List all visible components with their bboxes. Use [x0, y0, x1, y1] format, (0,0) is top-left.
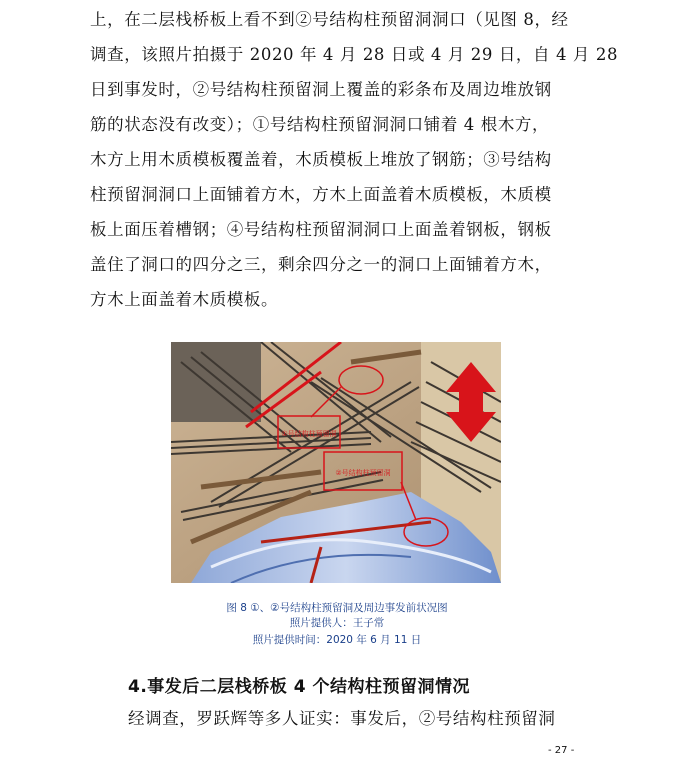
- body-line: 调查，该照片拍摄于 2020 年 4 月 28 日或 4 月 29 日，自 4 月 28: [90, 45, 619, 64]
- body-paragraph: [90, 2, 619, 317]
- body-line: 柱预留洞洞口上面铺着方木，方木上面盖着木质模板，木质模: [90, 185, 552, 204]
- section-heading: 4.事发后二层栈桥板 4 个结构柱预留洞情况: [128, 677, 470, 697]
- body-line: 上，在二层栈桥板上看不到②号结构柱预留洞洞口（见图 8，经: [90, 10, 569, 29]
- section-body-line: 经调查，罗跃辉等多人证实：事发后，②号结构柱预留洞: [128, 709, 556, 728]
- body-line: 方木上面盖着木质模板。: [90, 290, 279, 309]
- figure-caption-time: 照片提供时间：2020 年 6 月 11 日: [252, 634, 422, 646]
- body-line: 筋的状态没有改变）；①号结构柱预留洞洞口铺着 4 根木方，: [90, 115, 550, 134]
- body-line: 板上面压着槽钢；④号结构柱预留洞洞口上面盖着钢板，钢板: [90, 220, 552, 239]
- figure-caption-title: 图 8 ①、②号结构柱预留洞及周边事发前状况图: [226, 602, 448, 614]
- body-line: 盖住了洞口的四分之三，剩余四分之一的洞口上面铺着方木，: [90, 255, 552, 274]
- site-photo: [171, 342, 501, 583]
- figure-caption-provider: 照片提供人：王子常: [289, 617, 385, 629]
- photo-label-2: ②号结构柱预留洞: [335, 469, 391, 477]
- photo-label-1: ①号结构柱预留洞: [281, 430, 337, 438]
- body-line: 木方上用木质模板覆盖着，木质模板上堆放了钢筋；③号结构: [90, 150, 552, 169]
- page-number: - 27 -: [548, 745, 575, 756]
- body-line: 日到事发时，②号结构柱预留洞上覆盖的彩条布及周边堆放钢: [90, 80, 552, 99]
